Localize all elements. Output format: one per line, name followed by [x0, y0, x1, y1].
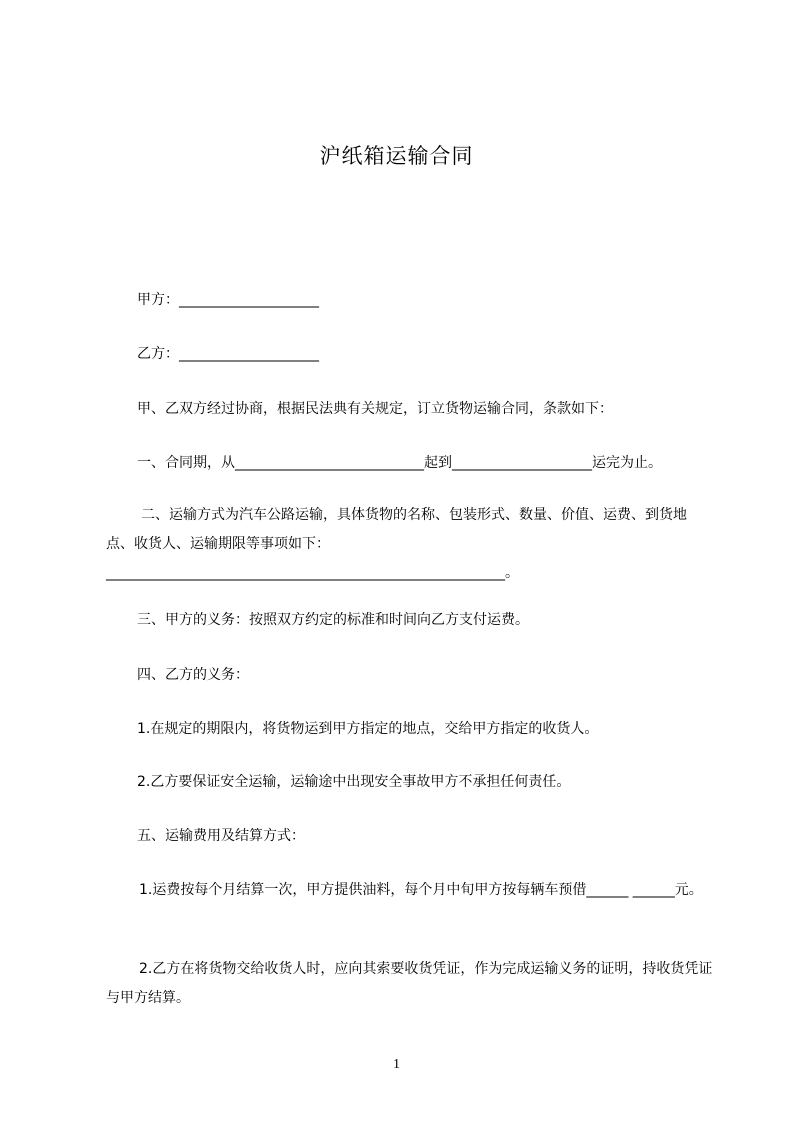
clause-5-fees-heading: 五、运输费用及结算方式：	[137, 828, 305, 844]
preamble-paragraph: 甲、乙双方经过协商，根据民法典有关规定，订立货物运输合同，条款如下：	[137, 401, 613, 417]
document-title: 沪纸箱运输合同	[319, 144, 474, 168]
clause-2-transport-method: 二、运输方式为汽车公路运输，具体货物的名称、包装形式、数量、价值、运费、到货地点、收货人、运输期限等事项如下：_________________________________________________________。	[106, 507, 687, 581]
clause-5-item-1: 1.运费按每个月结算一次，甲方提供油料，每个月中旬甲方按每辆车预借______ ______元。	[139, 882, 703, 898]
clause-4-item-2: 2.乙方要保证安全运输，运输途中出现安全事故甲方不承担任何责任。	[137, 774, 571, 790]
party-b-line: 乙方：____________________	[137, 346, 319, 362]
clause-5-item-2: 2.乙方在将货物交给收货人时，应向其索要收货凭证，作为完成运输义务的证明，持收货凭证与甲方结算。	[106, 961, 713, 1006]
page-number: 1	[393, 1057, 400, 1072]
clause-1-contract-period: 一、合同期，从___________________________起到____________________运完为止。	[137, 455, 662, 471]
clause-4-item-1: 1.在规定的期限内，将货物运到甲方指定的地点，交给甲方指定的收货人。	[137, 721, 599, 737]
clause-4-party-b-obligations-heading: 四、乙方的义务：	[137, 667, 249, 683]
clause-3-party-a-obligations: 三、甲方的义务：按照双方约定的标准和时间向乙方支付运费。	[137, 612, 529, 628]
party-a-line: 甲方：____________________	[137, 292, 319, 308]
